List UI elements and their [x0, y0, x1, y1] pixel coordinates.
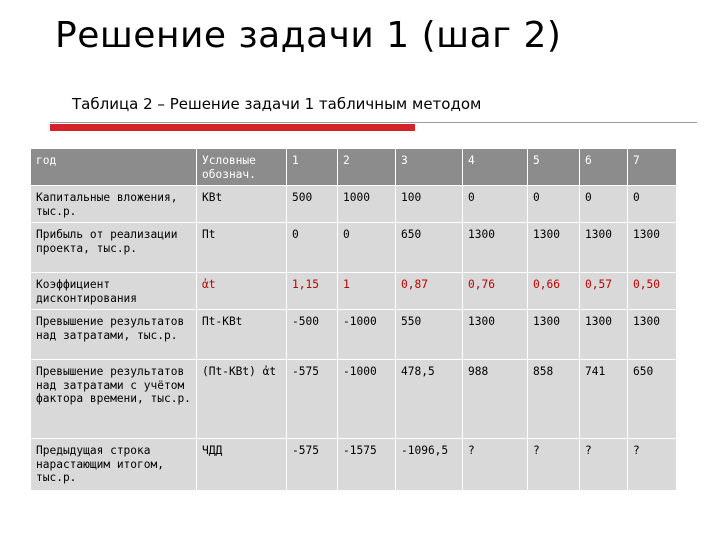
divider-line: [50, 122, 697, 123]
value-cell: 1300: [528, 223, 580, 273]
notation-cell: KBt: [197, 186, 287, 223]
header-cell-year-1: 1: [287, 149, 338, 186]
value-cell: ?: [463, 439, 528, 491]
value-cell: 1300: [628, 310, 677, 360]
value-cell: 0: [580, 186, 628, 223]
header-cell-year-4: 4: [463, 149, 528, 186]
value-cell: 0: [628, 186, 677, 223]
value-cell: 500: [287, 186, 338, 223]
table-row: [31, 186, 677, 223]
table-row: [31, 273, 677, 310]
notation-cell: ἀt: [197, 273, 287, 310]
notation-cell: (Пt-KBt) ἀt: [197, 360, 287, 439]
value-cell: -1000: [338, 310, 396, 360]
value-cell: 1,15: [287, 273, 338, 310]
header-cell-year-5: 5: [528, 149, 580, 186]
row-label: Прибыль от реализации проекта, тыс.р.: [31, 223, 197, 273]
header-cell-year-3: 3: [396, 149, 463, 186]
value-cell: 0: [463, 186, 528, 223]
value-cell: 1300: [580, 310, 628, 360]
value-cell: 1000: [338, 186, 396, 223]
value-cell: 1300: [580, 223, 628, 273]
value-cell: 1300: [528, 310, 580, 360]
accent-bar: [50, 124, 415, 131]
slide-title: Решение задачи 1 (шаг 2): [55, 15, 562, 56]
table-row: [31, 439, 677, 491]
header-cell-year-6: 6: [580, 149, 628, 186]
header-cell-year-7: 7: [628, 149, 677, 186]
notation-cell: Пt: [197, 223, 287, 273]
value-cell: 741: [580, 360, 628, 439]
value-cell: 550: [396, 310, 463, 360]
row-label: Превышение результатов над затратами, тыс.р.: [31, 310, 197, 360]
value-cell: 0,50: [628, 273, 677, 310]
value-cell: 0,66: [528, 273, 580, 310]
header-cell-year-2: 2: [338, 149, 396, 186]
value-cell: -575: [287, 439, 338, 491]
value-cell: 1300: [463, 310, 528, 360]
value-cell: 988: [463, 360, 528, 439]
value-cell: 0: [287, 223, 338, 273]
row-label: Превышение результатов над затратами с учётом фактора времени, тыс.р.: [31, 360, 197, 439]
value-cell: 1: [338, 273, 396, 310]
value-cell: ?: [528, 439, 580, 491]
value-cell: 0,57: [580, 273, 628, 310]
value-cell: 0,87: [396, 273, 463, 310]
value-cell: 650: [628, 360, 677, 439]
table-row: [31, 223, 677, 273]
value-cell: 0: [528, 186, 580, 223]
table-header-row: [31, 149, 677, 186]
table-row: [31, 360, 677, 439]
header-cell-year: год: [31, 149, 197, 186]
value-cell: -500: [287, 310, 338, 360]
value-cell: 858: [528, 360, 580, 439]
header-cell-notation: Условные обознач.: [197, 149, 287, 186]
solution-table: [30, 148, 677, 491]
value-cell: 100: [396, 186, 463, 223]
value-cell: 1300: [628, 223, 677, 273]
row-label: Капитальные вложения, тыс.р.: [31, 186, 197, 223]
value-cell: -575: [287, 360, 338, 439]
notation-cell: ЧДД: [197, 439, 287, 491]
value-cell: 0: [338, 223, 396, 273]
table-caption: Таблица 2 – Решение задачи 1 табличным методом: [72, 95, 482, 113]
value-cell: -1575: [338, 439, 396, 491]
value-cell: -1000: [338, 360, 396, 439]
table-row: [31, 310, 677, 360]
value-cell: 650: [396, 223, 463, 273]
value-cell: ?: [628, 439, 677, 491]
value-cell: -1096,5: [396, 439, 463, 491]
row-label: Коэффициент дисконтирования: [31, 273, 197, 310]
value-cell: ?: [580, 439, 628, 491]
notation-cell: Пt-KBt: [197, 310, 287, 360]
value-cell: 1300: [463, 223, 528, 273]
value-cell: 0,76: [463, 273, 528, 310]
row-label: Предыдущая строка нарастающим итогом, тыс.р.: [31, 439, 197, 491]
value-cell: 478,5: [396, 360, 463, 439]
